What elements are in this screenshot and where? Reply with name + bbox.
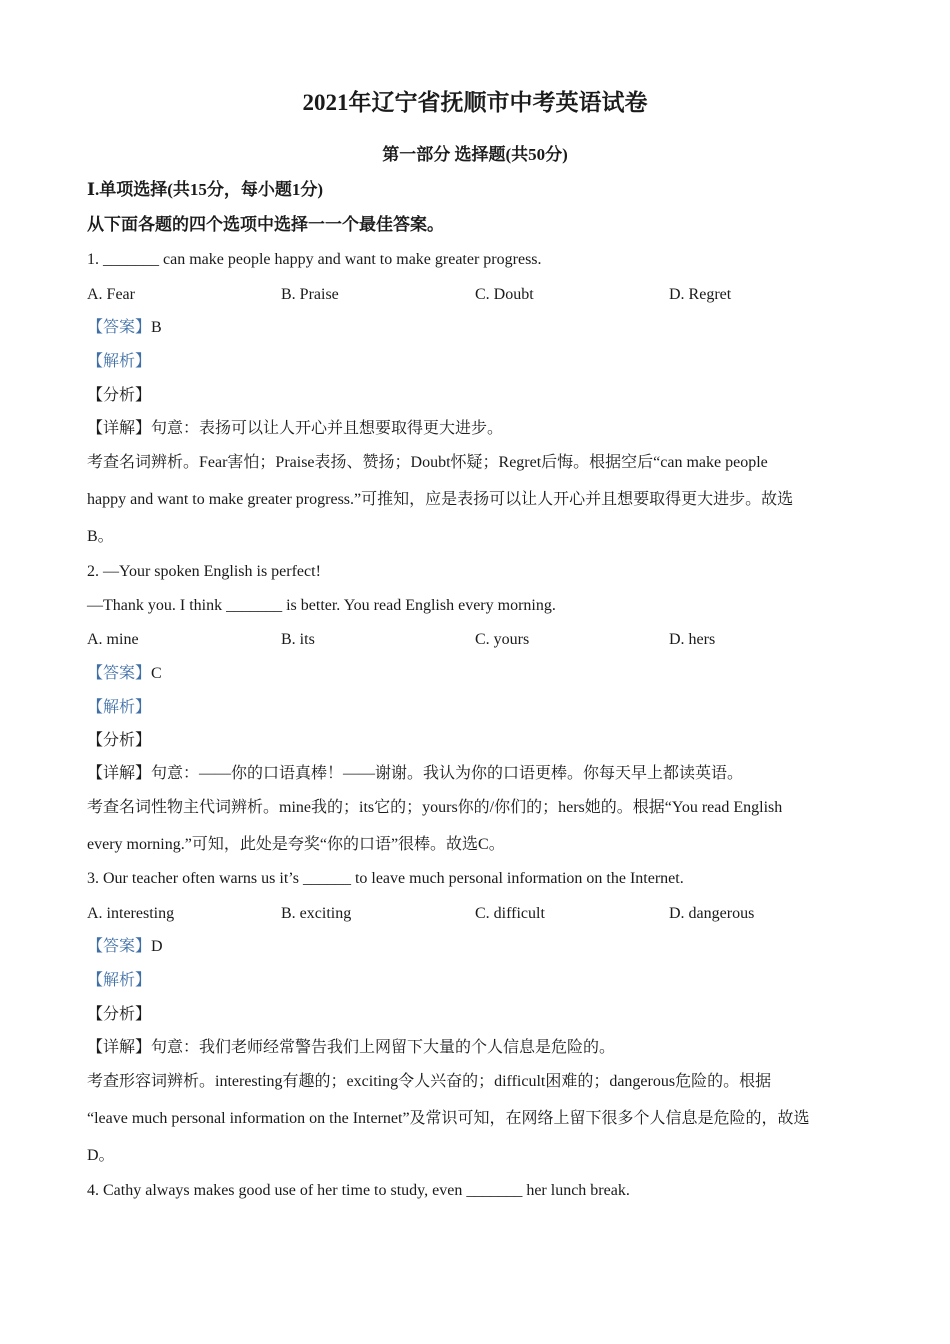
question-2-option-a: A. mine [87,631,139,648]
question-1-option-a: A. Fear [87,286,135,303]
question-2-explain-line: 考查名词性物主代词辨析。mine我的；its它的；yours你的/你们的；hers她的。根据“You read English [87,799,783,816]
question-3-option-b: B. exciting [281,905,352,922]
question-1-option-d: D. Regret [669,286,732,303]
answer-value: B [151,319,162,336]
question-2-fenxi-tag: 【分析】 [87,732,152,749]
question-1-jiexi-tag: 【解析】 [87,353,152,370]
part-title: 第一部分 选择题(共50分) [382,145,568,164]
section-title: Ⅰ.单项选择(共15分，每小题1分) [87,180,324,199]
question-2-option-c: C. yours [475,631,530,648]
document-title: 2021年辽宁省抚顺市中考英语试卷 [302,90,648,115]
question-3-jiexi-tag: 【解析】 [87,972,152,989]
question-1-option-c: C. Doubt [475,286,534,303]
answer-tag: 【答案】 [87,665,152,682]
question-1-fenxi-tag: 【分析】 [87,387,152,404]
question-3-option-d: D. dangerous [669,905,755,922]
question-1-option-b: B. Praise [281,286,339,303]
question-1-detail: 【详解】句意：表扬可以让人开心并且想要取得更大进步。 [87,420,504,437]
question-1-explain-line: B。 [87,528,114,545]
question-1-stem: 1. _______ can make people happy and want to make greater progress. [87,251,542,268]
question-3-answer [87,937,163,957]
question-3-explain-line: D。 [87,1147,115,1164]
question-3-fenxi-tag: 【分析】 [87,1006,152,1023]
question-3-stem: 3. Our teacher often warns us it’s ______ to leave much personal information on the Internet. [87,870,684,887]
question-3-explain-line: “leave much personal information on the Internet”及常识可知，在网络上留下很多个人信息是危险的，故选 [87,1110,810,1127]
question-2-jiexi-tag: 【解析】 [87,699,152,716]
question-2-option-b: B. its [281,631,315,648]
question-3-option-a: A. interesting [87,905,175,922]
question-4-stem: 4. Cathy always makes good use of her time to study, even _______ her lunch break. [87,1182,630,1199]
answer-tag: 【答案】 [87,938,152,955]
question-2-answer [87,664,162,684]
question-2-stem-line-2: —Thank you. I think _______ is better. You read English every morning. [87,597,556,614]
question-2-explain-line: every morning.”可知，此处是夸奖“你的口语”很棒。故选C。 [87,836,505,853]
section-instruction: 从下面各题的四个选项中选择一一个最佳答案。 [87,215,444,234]
answer-value: C [151,665,162,682]
question-3-detail: 【详解】句意：我们老师经常警告我们上网留下大量的个人信息是危险的。 [87,1039,616,1056]
answer-tag: 【答案】 [87,319,152,336]
question-1-answer [87,318,162,338]
question-2-option-d: D. hers [669,631,716,648]
question-1-explain-line: 考查名词辨析。Fear害怕；Praise表扬、赞扬；Doubt怀疑；Regret后悔。根据空后“can make people [87,454,768,471]
question-3-option-c: C. difficult [475,905,545,922]
question-1-explain-line: happy and want to make greater progress.”可推知，应是表扬可以让人开心并且想要取得更大进步。故选 [87,491,794,508]
question-2-stem: 2. —Your spoken English is perfect! [87,563,321,580]
answer-value: D [151,938,163,955]
question-3-explain-line: 考查形容词辨析。interesting有趣的；exciting令人兴奋的；difficult困难的；dangerous危险的。根据 [87,1073,772,1090]
question-2-detail: 【详解】句意：——你的口语真棒！——谢谢。我认为你的口语更棒。你每天早上都读英语。 [87,765,744,782]
